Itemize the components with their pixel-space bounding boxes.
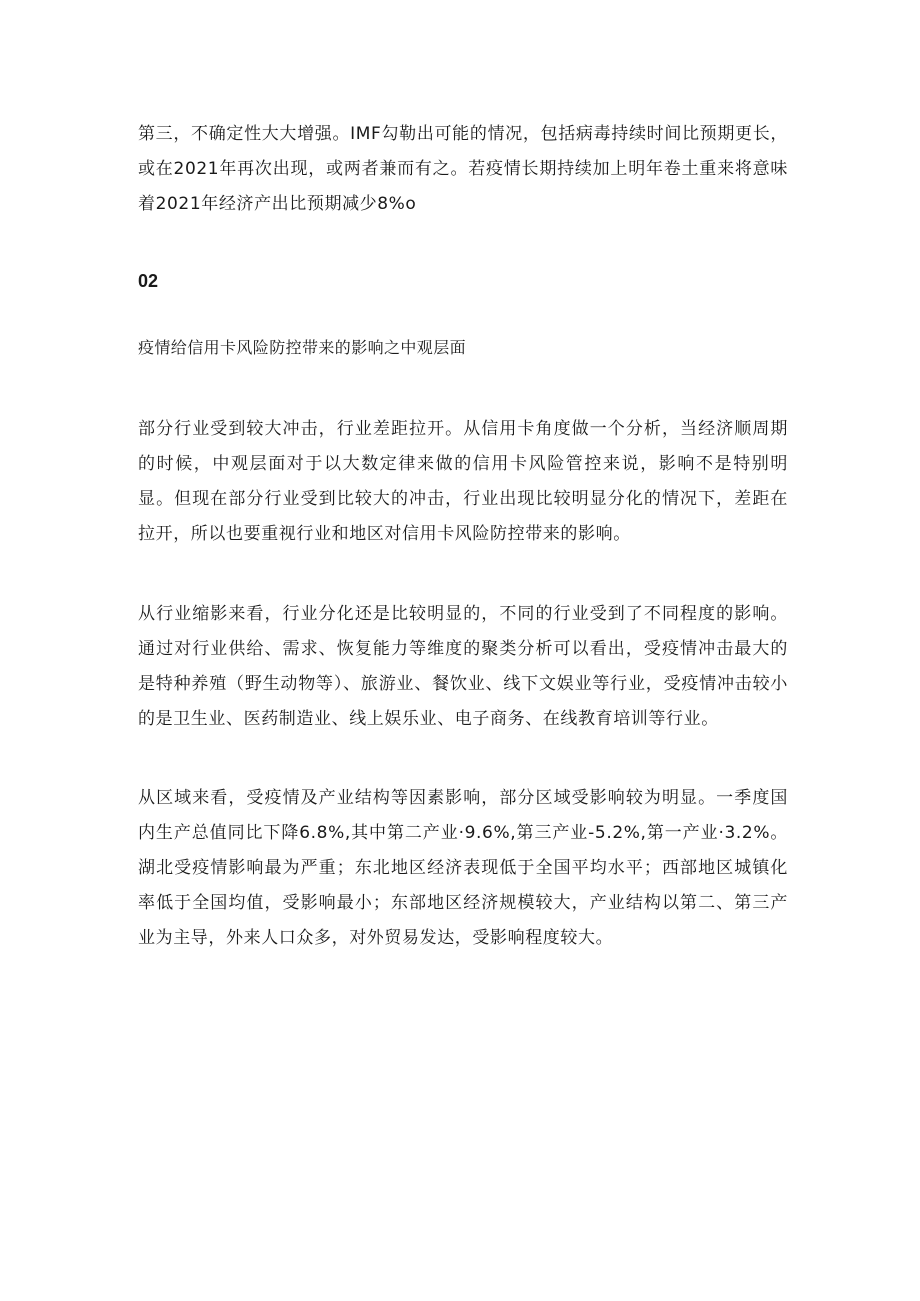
paragraph-sector-view: 从行业缩影来看，行业分化还是比较明显的，不同的行业受到了不同程度的影响。通过对行业供给、需求、恢复能力等维度的聚类分析可以看出，受疫情冲击最大的是特种养殖（野生动物等）、旅游业、餐饮业、线下文娱业等行业，受疫情冲击较小的是卫生业、医药制造业、线上娱乐业、电子商务、在线教育培训等行业。 bbox=[138, 604, 788, 729]
section-number: 02 bbox=[138, 271, 159, 291]
paragraph-uncertainty: 第三，不确定性大大增强。IMF勾勒出可能的情况，包括病毒持续时间比预期更长，或在2021年再次出现，或两者兼而有之。若疫情长期持续加上明年卷土重来将意味着2021年经济产出比预期减少8%o bbox=[138, 124, 788, 214]
paragraph-industry-gap: 部分行业受到较大冲击，行业差距拉开。从信用卡角度做一个分析，当经济顺周期的时候，中观层面对于以大数定律来做的信用卡风险管控来说，影响不是特别明显。但现在部分行业受到比较大的冲击，行业出现比较明显分化的情况下，差距在拉开，所以也要重视行业和地区对信用卡风险防控带来的影响。 bbox=[138, 419, 788, 544]
paragraph-region-view: 从区域来看，受疫情及产业结构等因素影响，部分区域受影响较为明显。一季度国内生产总值同比下降6.8%,其中第二产业·9.6%,第三产业-5.2%,第一产业·3.2%。湖北受疫情影响最为严重；东北地区经济表现低于全国平均水平；西部地区城镇化率低于全国均值，受影响最小；东部地区经济规模较大，产业结构以第二、第三产业为主导，外来人口众多，对外贸易发达，受影响程度较大。 bbox=[138, 788, 788, 948]
document-page bbox=[138, 117, 788, 956]
section-title: 疫情给信用卡风险防控带来的影响之中观层面 bbox=[138, 338, 467, 357]
